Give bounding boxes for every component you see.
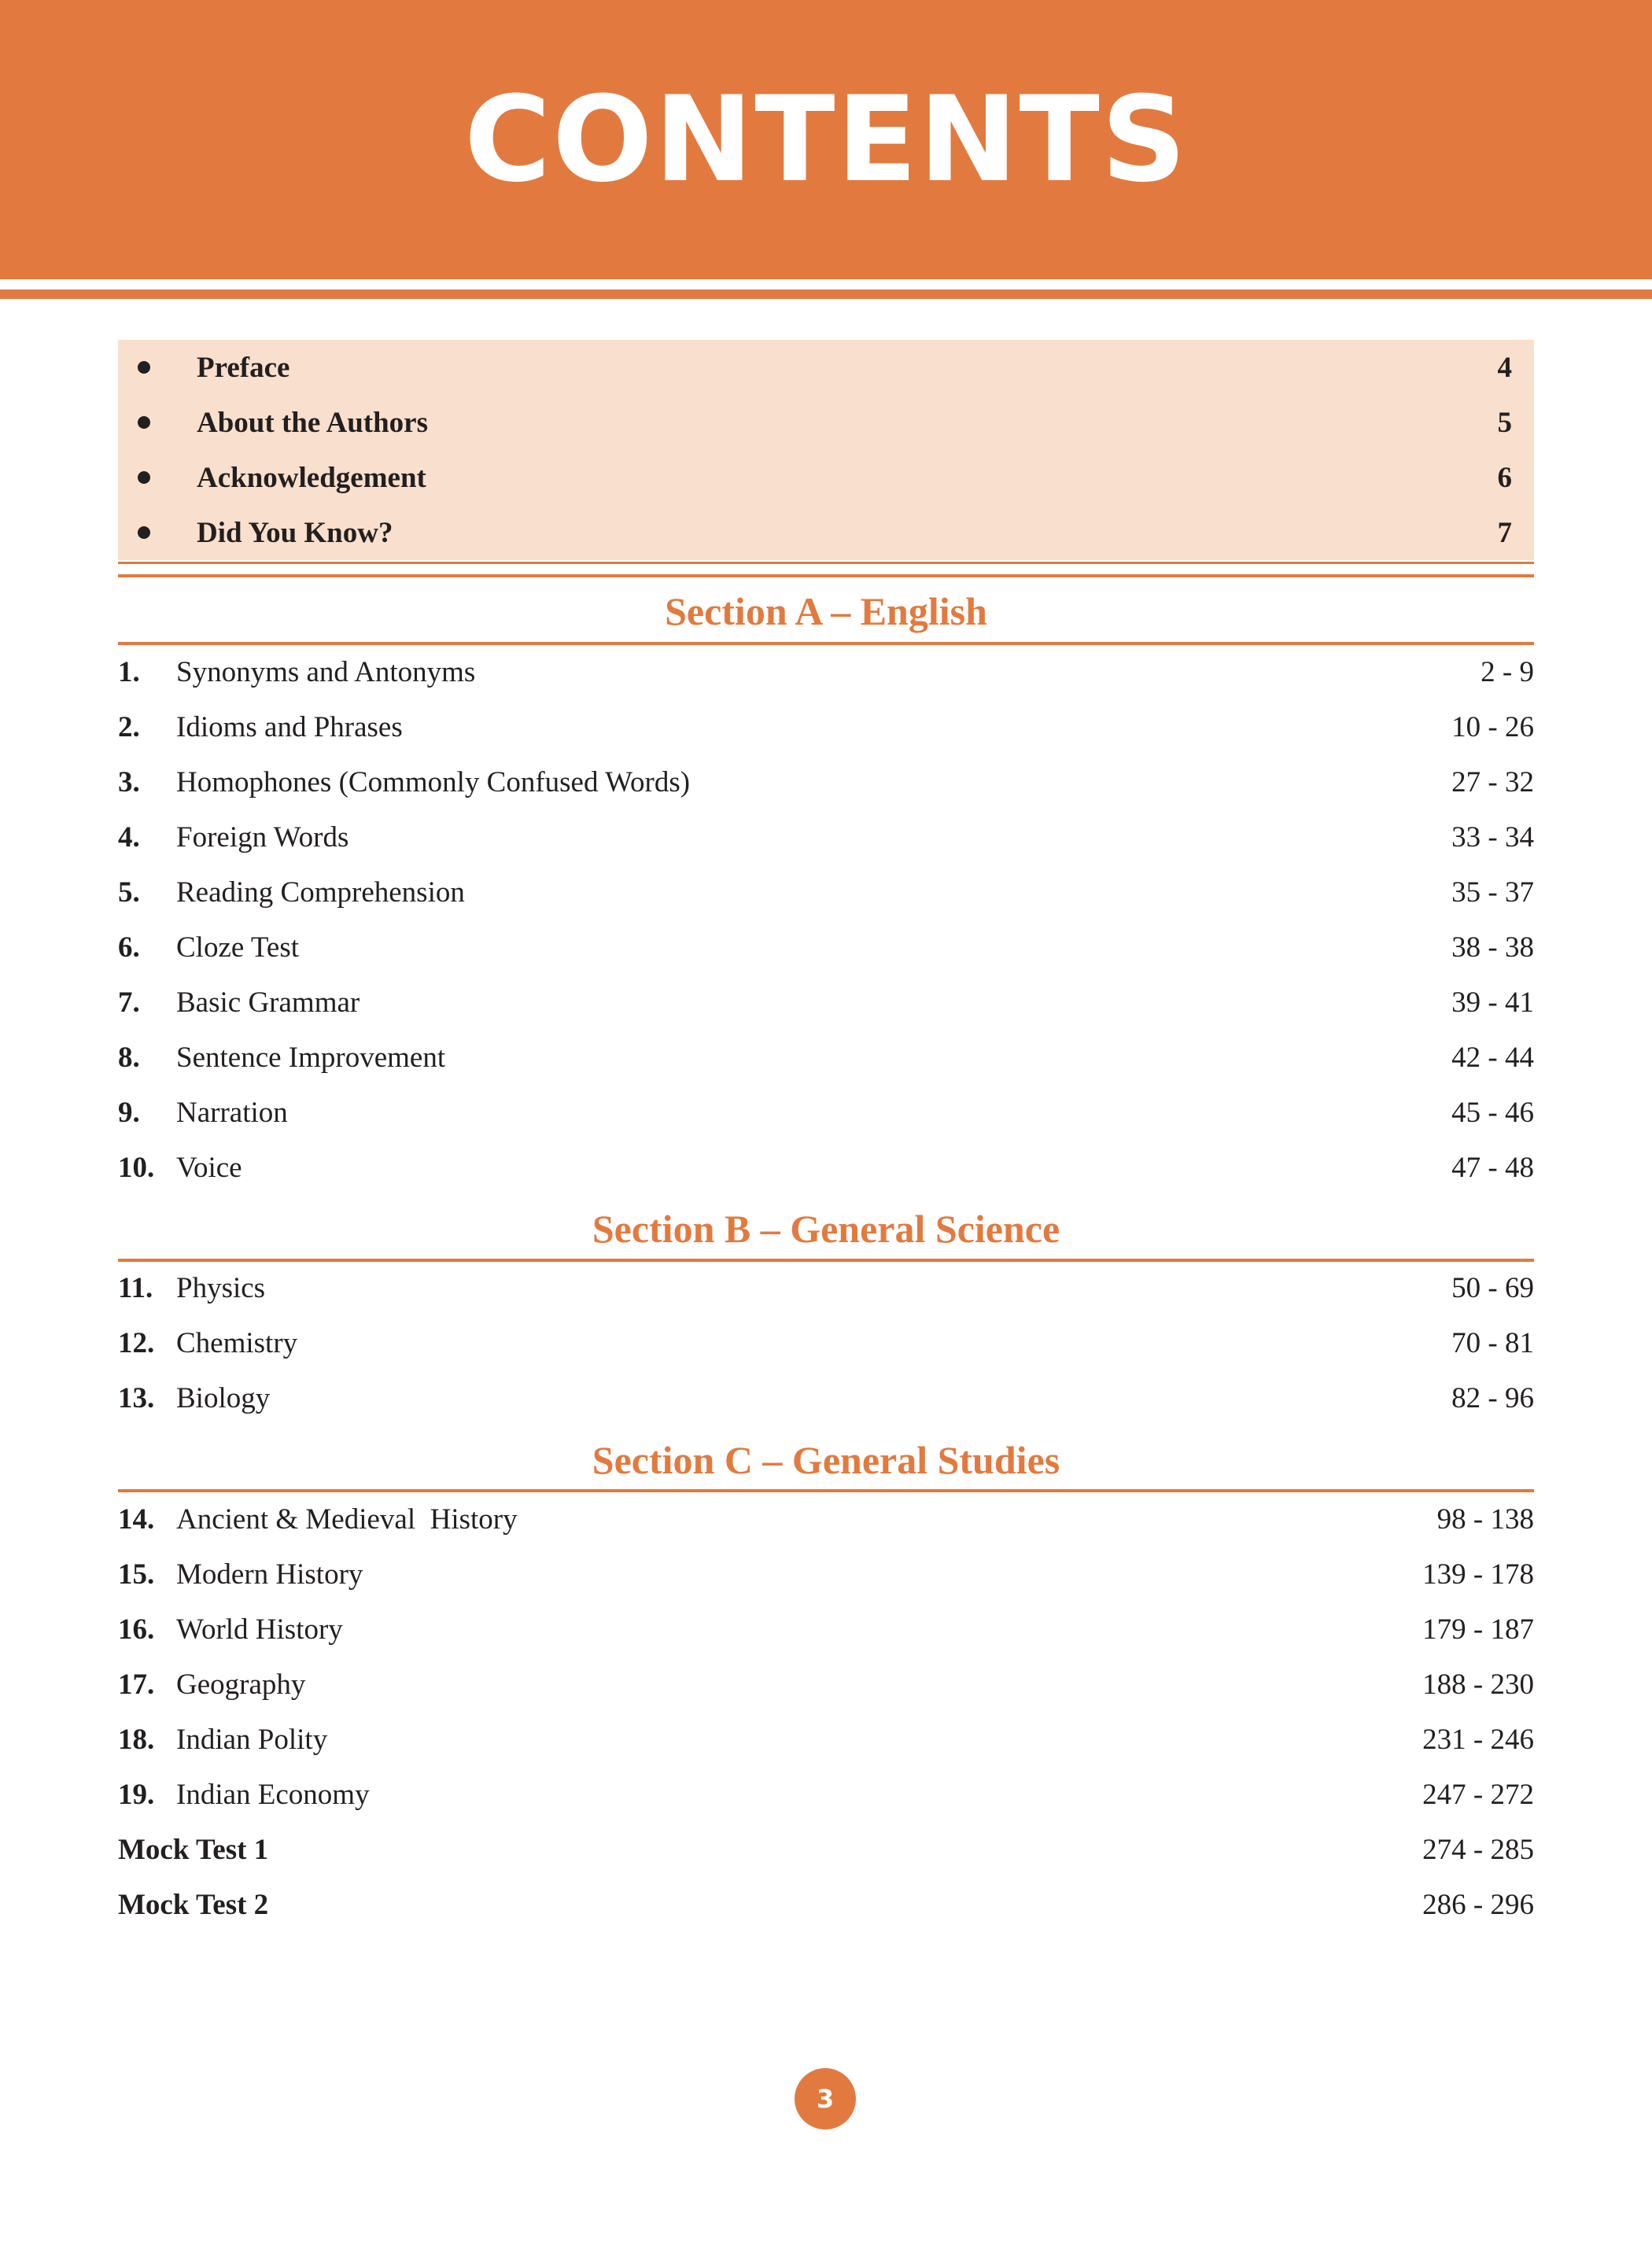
entry-title: Basic Grammar xyxy=(176,986,360,1019)
page-title: CONTENTS xyxy=(464,71,1188,208)
divider xyxy=(118,562,1534,564)
mock-test-pages: 274 - 285 xyxy=(1422,1834,1534,1866)
toc-entry[interactable] xyxy=(118,1496,1534,1543)
toc-entry[interactable] xyxy=(118,869,1534,916)
entry-number: 14. xyxy=(118,1503,155,1536)
entry-number: 19. xyxy=(118,1779,155,1811)
entry-number: 3. xyxy=(118,766,140,798)
entry-title: Ancient & Medieval History xyxy=(176,1503,518,1536)
entry-title: Homophones (Commonly Confused Words) xyxy=(176,766,691,798)
entry-pages: 2 - 9 xyxy=(1481,656,1534,688)
mock-test-pages: 286 - 296 xyxy=(1422,1889,1534,1921)
entry-number: 13. xyxy=(118,1382,155,1414)
entry-number: 10. xyxy=(118,1152,155,1184)
front-matter-box xyxy=(118,340,1534,560)
page-number-badge: 3 xyxy=(795,2068,856,2130)
mock-test-entry[interactable] xyxy=(118,1827,1534,1874)
entry-number: 4. xyxy=(118,821,140,854)
entry-title: Chemistry xyxy=(176,1327,298,1359)
toc-entry[interactable] xyxy=(118,1320,1534,1367)
section-heading-a: Section A – English xyxy=(665,589,987,633)
entry-number: 15. xyxy=(118,1558,155,1591)
front-matter-page: 7 xyxy=(1497,516,1512,549)
entry-title: Indian Polity xyxy=(176,1724,328,1756)
toc-entry[interactable] xyxy=(118,1661,1534,1709)
entry-number: 6. xyxy=(118,931,140,964)
entry-number: 8. xyxy=(118,1042,140,1074)
entry-title: Modern History xyxy=(176,1558,363,1591)
front-matter-item[interactable] xyxy=(118,340,1534,395)
toc-entry[interactable] xyxy=(118,1145,1534,1192)
toc-entry[interactable] xyxy=(118,979,1534,1027)
entry-title: Cloze Test xyxy=(176,931,300,964)
section-divider xyxy=(118,1259,1534,1262)
entry-number: 9. xyxy=(118,1097,140,1129)
entry-number: 1. xyxy=(118,656,140,688)
toc-entry[interactable] xyxy=(118,1375,1534,1422)
front-matter-item[interactable] xyxy=(118,395,1534,450)
entry-pages: 98 - 138 xyxy=(1436,1503,1534,1536)
entry-title: Biology xyxy=(176,1382,271,1414)
entry-title: Physics xyxy=(176,1272,266,1304)
section-divider xyxy=(118,642,1534,645)
entry-title: Indian Economy xyxy=(176,1779,370,1811)
entry-pages: 50 - 69 xyxy=(1451,1272,1534,1304)
entry-pages: 179 - 187 xyxy=(1422,1613,1534,1646)
mock-test-title: Mock Test 1 xyxy=(118,1834,269,1866)
section-heading-b: Section B – General Science xyxy=(592,1207,1060,1251)
header-divider xyxy=(0,289,1652,299)
front-matter-item[interactable] xyxy=(118,505,1534,560)
entry-pages: 33 - 34 xyxy=(1451,821,1534,854)
entry-title: Narration xyxy=(176,1097,288,1129)
toc-entry[interactable] xyxy=(118,649,1534,696)
bullet-icon xyxy=(138,361,150,374)
entry-pages: 10 - 26 xyxy=(1451,711,1534,743)
section-heading-c: Section C – General Studies xyxy=(592,1438,1060,1482)
entry-pages: 188 - 230 xyxy=(1422,1669,1534,1701)
entry-number: 18. xyxy=(118,1724,155,1756)
front-matter-label: About the Authors xyxy=(197,406,428,439)
entry-pages: 42 - 44 xyxy=(1451,1042,1534,1074)
entry-number: 7. xyxy=(118,986,140,1019)
entry-pages: 231 - 246 xyxy=(1422,1724,1534,1756)
entry-pages: 139 - 178 xyxy=(1422,1558,1534,1591)
mock-test-entry[interactable] xyxy=(118,1882,1534,1929)
entry-title: Sentence Improvement xyxy=(176,1042,446,1074)
toc-entry[interactable] xyxy=(118,1265,1534,1312)
toc-entry[interactable] xyxy=(118,1034,1534,1082)
entry-title: World History xyxy=(176,1613,343,1646)
toc-entry[interactable] xyxy=(118,1551,1534,1599)
entry-title: Idioms and Phrases xyxy=(176,711,403,743)
bullet-icon xyxy=(138,471,150,484)
toc-entry[interactable] xyxy=(118,814,1534,861)
entry-pages: 247 - 272 xyxy=(1422,1779,1534,1811)
entry-pages: 27 - 32 xyxy=(1451,766,1534,798)
entry-pages: 45 - 46 xyxy=(1451,1097,1534,1129)
front-matter-page: 4 xyxy=(1497,351,1512,384)
toc-entry[interactable] xyxy=(118,1772,1534,1819)
section-divider xyxy=(118,1489,1534,1492)
entry-title: Voice xyxy=(176,1152,242,1184)
entry-title: Geography xyxy=(176,1669,306,1701)
mock-test-title: Mock Test 2 xyxy=(118,1889,269,1921)
entry-title: Synonyms and Antonyms xyxy=(176,656,476,688)
entry-number: 2. xyxy=(118,711,140,743)
entry-number: 5. xyxy=(118,876,140,909)
entry-title: Foreign Words xyxy=(176,821,349,854)
bullet-icon xyxy=(138,416,150,429)
toc-entry[interactable] xyxy=(118,924,1534,972)
front-matter-label: Preface xyxy=(197,351,290,384)
toc-entry[interactable] xyxy=(118,759,1534,806)
front-matter-label: Acknowledgement xyxy=(197,461,426,494)
entry-number: 17. xyxy=(118,1669,155,1701)
divider xyxy=(118,574,1534,577)
front-matter-page: 6 xyxy=(1497,461,1512,494)
bullet-icon xyxy=(138,526,150,539)
entry-pages: 35 - 37 xyxy=(1451,876,1534,909)
entry-title: Reading Comprehension xyxy=(176,876,465,909)
entry-pages: 47 - 48 xyxy=(1451,1152,1534,1184)
front-matter-page: 5 xyxy=(1497,406,1512,439)
entry-pages: 70 - 81 xyxy=(1451,1327,1534,1359)
toc-entry[interactable] xyxy=(118,1090,1534,1137)
toc-entry[interactable] xyxy=(118,1717,1534,1764)
entry-pages: 39 - 41 xyxy=(1451,986,1534,1019)
entry-number: 12. xyxy=(118,1327,155,1359)
toc-entry[interactable] xyxy=(118,1606,1534,1654)
front-matter-item[interactable] xyxy=(118,450,1534,505)
entry-pages: 82 - 96 xyxy=(1451,1382,1534,1414)
front-matter-label: Did You Know? xyxy=(197,516,393,549)
entry-pages: 38 - 38 xyxy=(1451,931,1534,964)
entry-number: 16. xyxy=(118,1613,155,1646)
entry-number: 11. xyxy=(118,1272,153,1304)
toc-entry[interactable] xyxy=(118,704,1534,751)
